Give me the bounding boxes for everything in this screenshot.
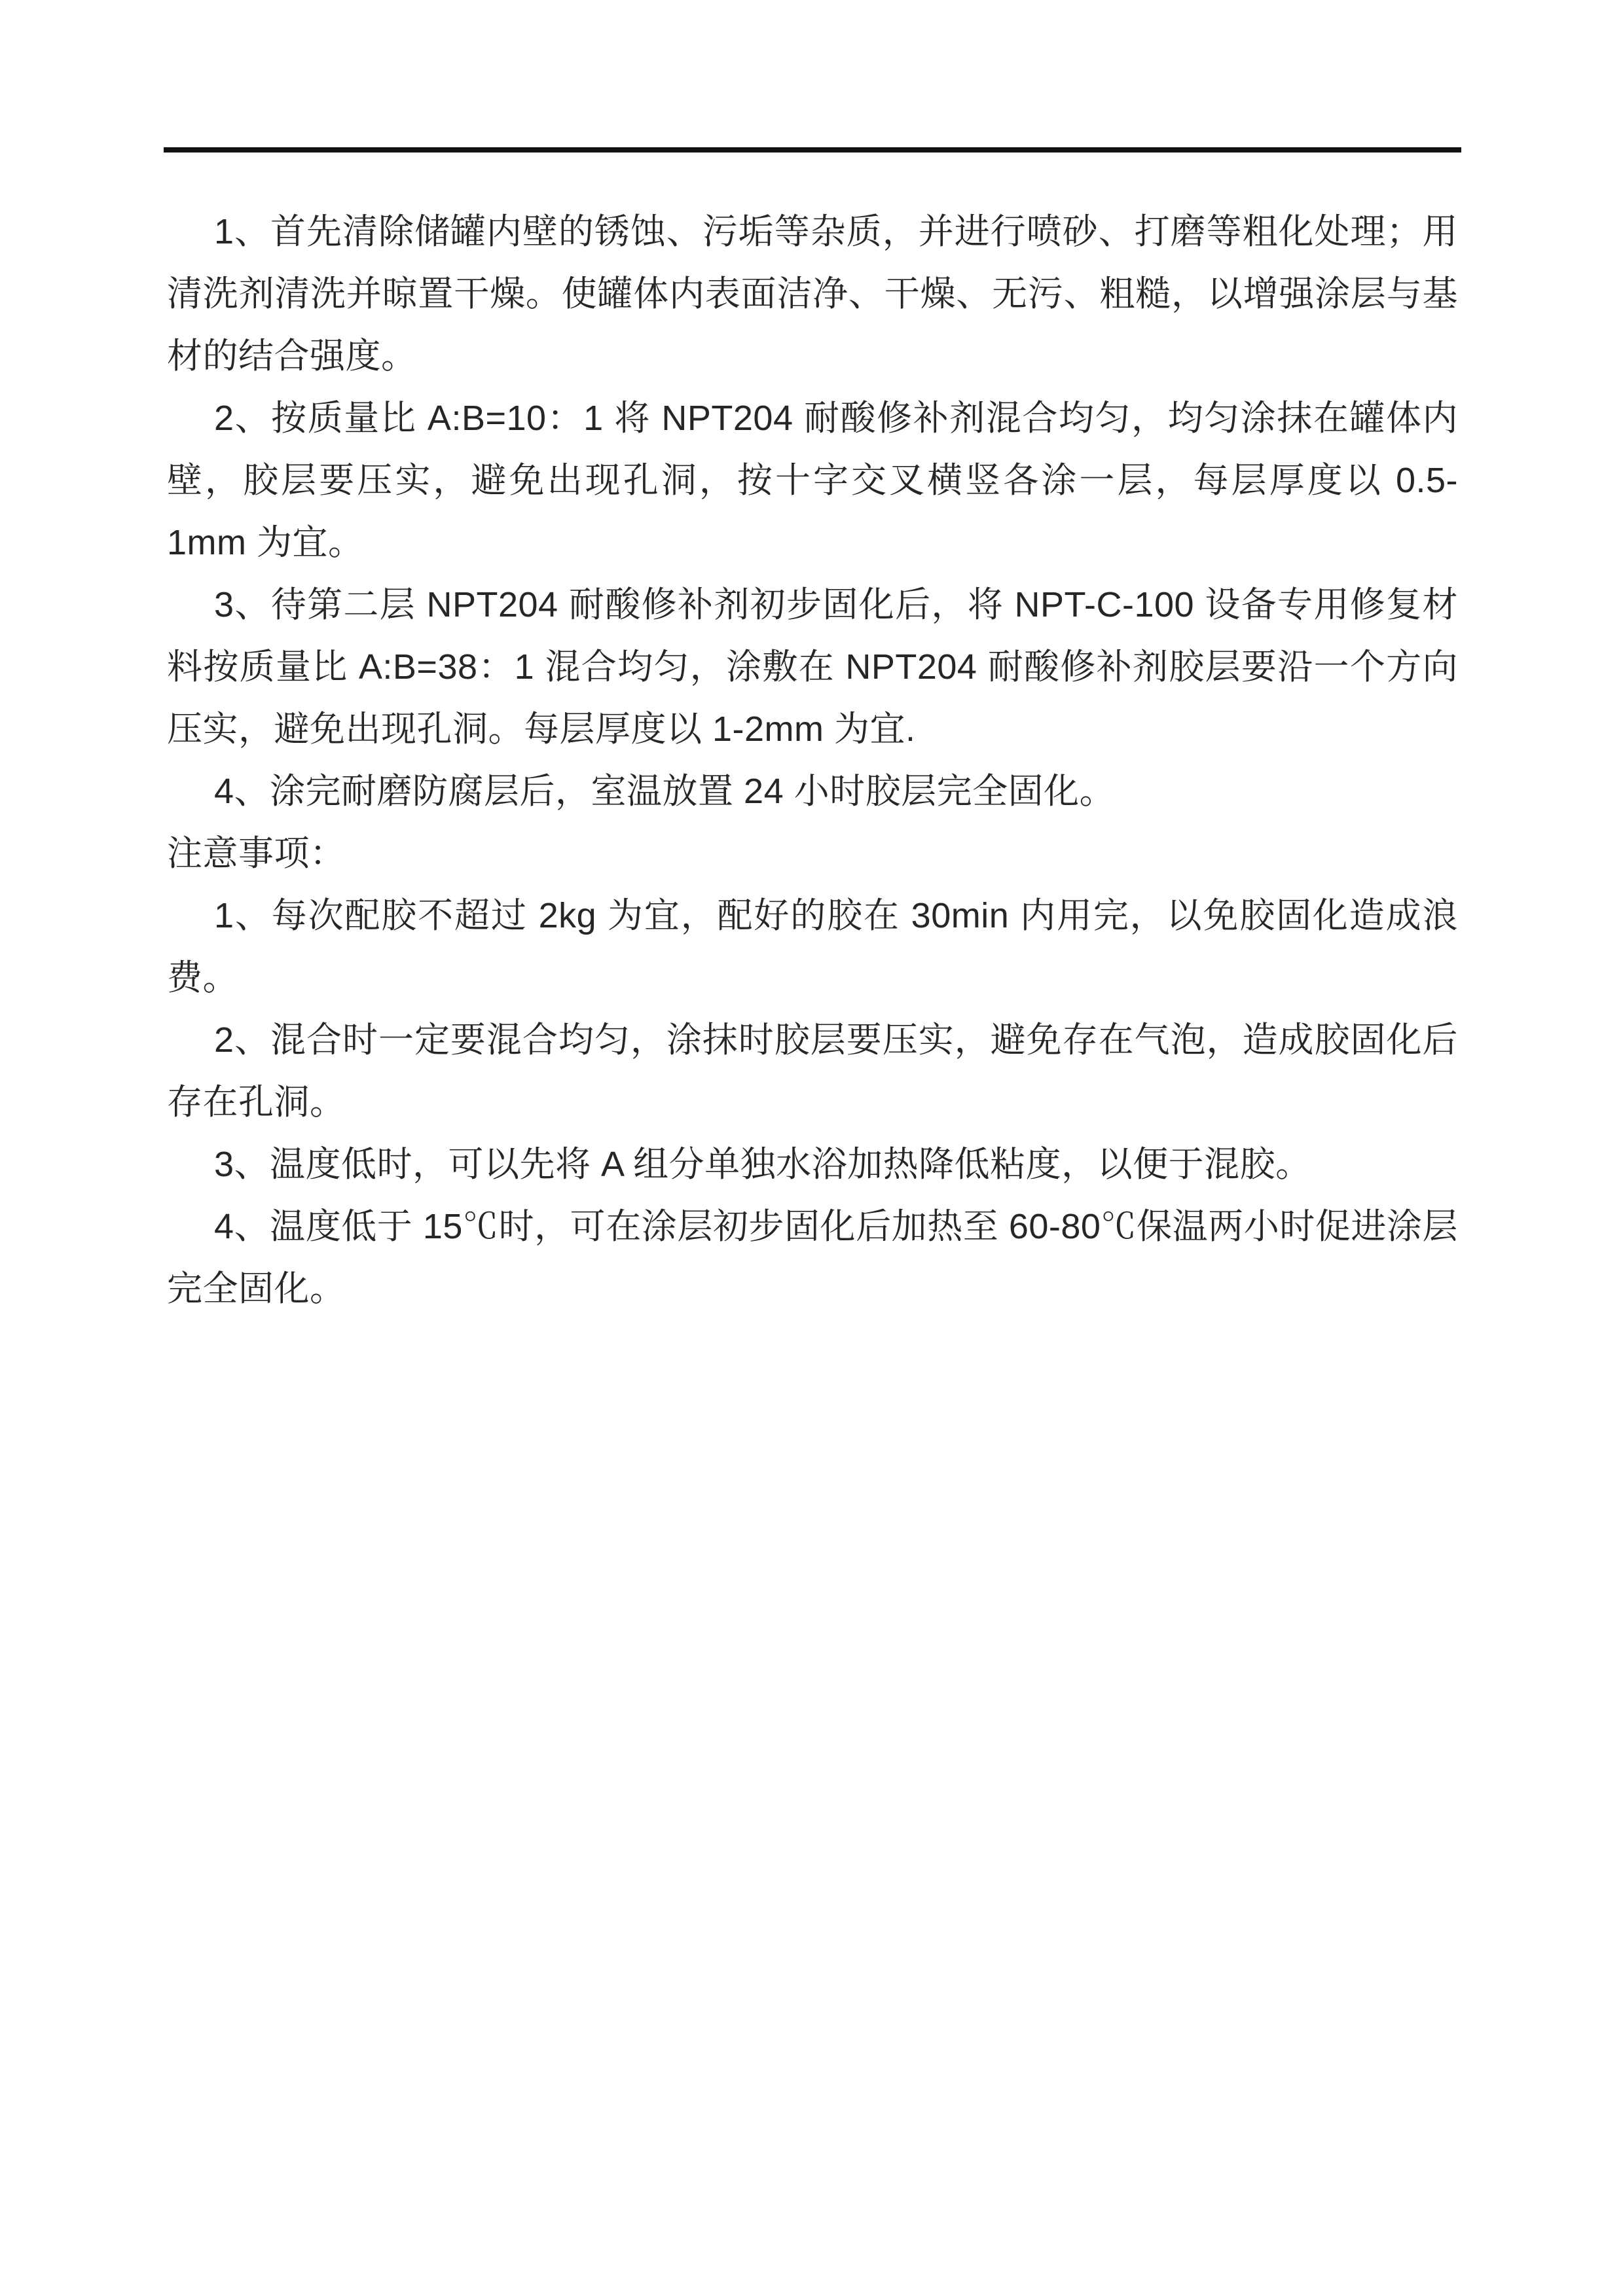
procedure-step-1: 1、首先清除储罐内壁的锈蚀、污垢等杂质，并进行喷砂、打磨等粗化处理；用清洗剂清洗并晾置干燥。使罐体内表面洁净、干燥、无污、粗糙，以增强涂层与基材的结合强度。 — [167, 212, 1458, 376]
procedure-step-3: 3、待第二层 NPT204 耐酸修补剂初步固化后，将 NPT-C-100 设备专用修复材料按质量比 A:B=38：1 混合均匀，涂敷在 NPT204 耐酸修补剂胶层要沿一个方向压实，避免出现孔洞。每层厚度以 1-2mm 为宜. — [167, 585, 1458, 749]
procedure-step-4: 4、涂完耐磨防腐层后，室温放置 24 小时胶层完全固化。 — [214, 772, 1116, 811]
note-item-2: 2、混合时一定要混合均匀，涂抹时胶层要压实，避免存在气泡，造成胶固化后存在孔洞。 — [167, 1020, 1458, 1122]
notes-heading: 注意事项： — [167, 834, 346, 873]
note-item-3: 3、温度低时，可以先将 A 组分单独水浴加热降低粘度，以便于混胶。 — [214, 1145, 1311, 1184]
document-body — [167, 201, 1458, 1320]
note-item-1: 1、每次配胶不超过 2kg 为宜，配好的胶在 30min 内用完，以免胶固化造成浪费。 — [167, 896, 1458, 997]
procedure-step-2: 2、按质量比 A:B=10：1 将 NPT204 耐酸修补剂混合均匀，均匀涂抹在罐体内壁，胶层要压实，避免出现孔洞，按十字交叉横竖各涂一层，每层厚度以 0.5-1mm 为宜。 — [167, 399, 1458, 562]
horizontal-rule — [164, 147, 1461, 152]
note-item-4: 4、温度低于 15℃时，可在涂层初步固化后加热至 60-80℃保温两小时促进涂层完全固化。 — [167, 1207, 1458, 1308]
